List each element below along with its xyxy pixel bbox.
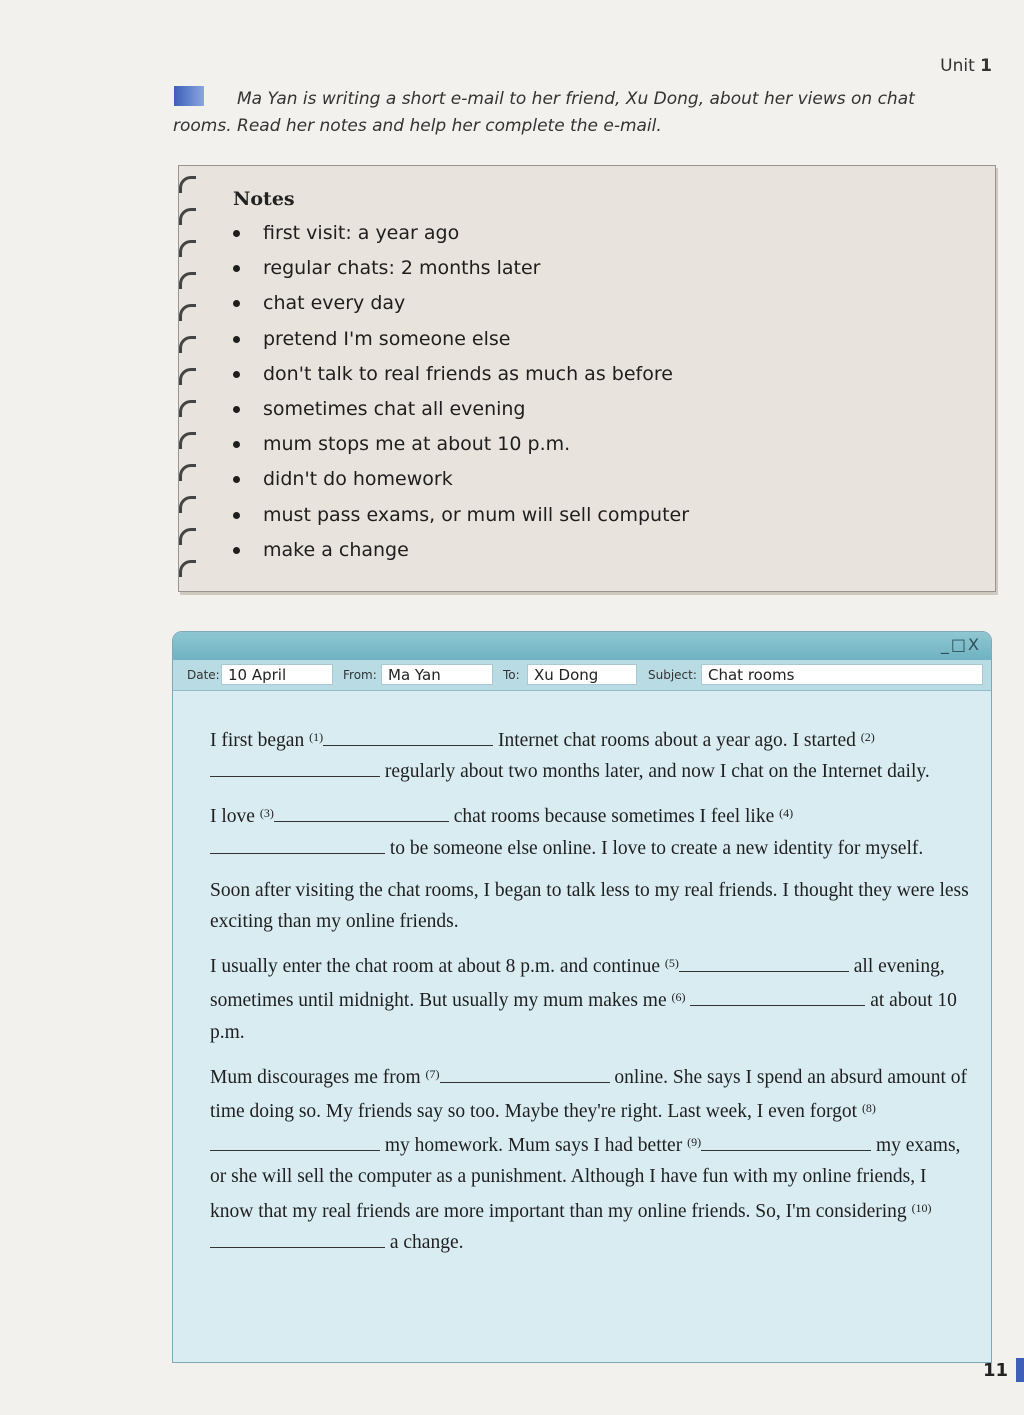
blank-number: (8): [861, 1101, 876, 1116]
instructions: Ma Yan is writing a short e-mail to her friend, Xu Dong, about her views on chat rooms. Read her notes and help her complete the e-mail.: [173, 89, 915, 136]
ring-icon: [179, 496, 196, 513]
ring-icon: [179, 400, 196, 417]
notes-item-text: chat every day: [263, 292, 406, 315]
email-paragraph-4: [210, 948, 970, 1048]
to-field[interactable]: Xu Dong: [527, 664, 637, 685]
unit-label-text: Unit: [940, 56, 975, 76]
subject-field[interactable]: Chat rooms: [701, 664, 983, 685]
email-paragraph-3: Soon after visiting the chat rooms, I began to talk less to my real friends. I thought they were less exciting than my online friends.: [210, 879, 969, 933]
email-body: [210, 722, 970, 1269]
bullet-icon: [233, 547, 240, 554]
text-segment: I first began: [210, 730, 305, 751]
text-segment: at about 10 p.m.: [210, 990, 957, 1043]
bullet-icon: [233, 265, 240, 272]
blank-number: (9): [687, 1135, 702, 1150]
notes-item: [229, 533, 689, 568]
blank-number: (2): [860, 730, 875, 744]
date-field[interactable]: 10 April: [221, 664, 333, 685]
ring-icon: [179, 560, 196, 577]
blank-number: (4): [779, 806, 794, 821]
notes-item-text: didn't do homework: [263, 468, 453, 491]
notes-item-text: sometimes chat all evening: [263, 397, 526, 420]
bullet-icon: [233, 371, 240, 378]
notes-item-text: first visit: a year ago: [263, 222, 460, 244]
bullet-icon: [233, 230, 240, 237]
window-controls-icon[interactable]: _□X: [940, 635, 981, 654]
notes-item-text: must pass exams, or mum will sell computer: [263, 503, 690, 526]
bullet-icon: [233, 476, 240, 483]
notes-paper: [178, 165, 996, 592]
notes-item: [229, 462, 689, 497]
notes-item-text: regular chats: 2 months later: [263, 257, 541, 280]
ring-icon: [179, 432, 196, 449]
bullet-icon: [233, 406, 240, 413]
page-marker-icon: [1016, 1358, 1024, 1382]
subject-label: Subject:: [648, 668, 697, 682]
notes-item-text: make a change: [263, 538, 409, 561]
blank-6[interactable]: [690, 991, 865, 1006]
text-segment: my homework. Mum says I had better: [384, 1135, 683, 1157]
notes-item: [229, 251, 689, 286]
blank-number: (3): [259, 806, 274, 821]
from-label: From:: [343, 668, 377, 682]
from-field[interactable]: Ma Yan: [381, 664, 493, 685]
notes-item: [229, 357, 689, 392]
notes-item-text: mum stops me at about 10 p.m.: [263, 433, 571, 456]
blank-2[interactable]: [210, 762, 380, 777]
blank-7[interactable]: [440, 1068, 610, 1083]
bullet-icon: [233, 300, 240, 307]
unit-label: [940, 56, 992, 76]
date-label: Date:: [187, 668, 220, 682]
ring-icon: [179, 528, 196, 545]
email-paragraph-2: [210, 798, 970, 863]
notes-item: [229, 498, 689, 533]
notes-title: Notes: [233, 188, 295, 210]
email-paragraph-1: [210, 722, 970, 787]
blank-9[interactable]: [701, 1136, 871, 1151]
notes-item: [229, 427, 689, 462]
notes-item: [229, 286, 689, 321]
email-window: [172, 631, 992, 1363]
ring-icon: [179, 368, 196, 385]
blank-1[interactable]: [323, 731, 493, 746]
blank-number: (10): [911, 1200, 932, 1215]
text-segment: to be someone else online. I love to create a new identity for myself.: [389, 837, 924, 859]
to-label: To:: [503, 668, 520, 682]
blank-number: (7): [425, 1066, 440, 1081]
ring-icon: [179, 464, 196, 481]
ring-icon: [179, 176, 196, 193]
blank-8[interactable]: [210, 1136, 380, 1151]
blank-number: (5): [664, 956, 679, 971]
blank-number: (1): [309, 730, 324, 744]
page-number: 11: [982, 1360, 1008, 1381]
unit-number: 1: [980, 56, 992, 76]
ring-icon: [179, 208, 196, 225]
notes-item-text: pretend I'm someone else: [263, 327, 511, 350]
notes-item: [229, 322, 689, 357]
notes-item: [229, 216, 689, 251]
text-segment: Internet chat rooms about a year ago. I started: [497, 730, 856, 751]
blank-number: (6): [671, 990, 686, 1005]
notes-item: [229, 392, 689, 427]
email-paragraph-5: [210, 1059, 970, 1258]
text-segment: I usually enter the chat room at about 8 p.m. and continue: [210, 956, 660, 978]
ring-icon: [179, 304, 196, 321]
notes-list: [229, 216, 689, 568]
text-segment: all evening, sometimes until midnight. But usually my mum makes me: [210, 956, 945, 1012]
ring-icon: [179, 240, 196, 257]
blank-4[interactable]: [210, 839, 385, 854]
text-segment: I love: [210, 806, 255, 828]
blank-5[interactable]: [679, 957, 849, 972]
spiral-rings: [171, 176, 201, 586]
ring-icon: [179, 336, 196, 353]
ring-icon: [179, 272, 196, 289]
blank-3[interactable]: [274, 807, 449, 822]
email-titlebar: [173, 632, 991, 660]
text-segment: my exams, or she will sell the computer as a punishment. Although I have fun with my online friends, I know that my real friends are more important than my online friends. So, I'm considering: [210, 1135, 961, 1222]
bullet-icon: [233, 512, 240, 519]
text-segment: chat rooms because sometimes I feel like: [453, 806, 775, 828]
text-segment: regularly about two months later, and now I chat on the Internet daily.: [384, 761, 930, 783]
text-segment: a change.: [389, 1231, 464, 1253]
blank-10[interactable]: [210, 1233, 385, 1248]
text-segment: Mum discourages me from: [210, 1066, 421, 1088]
email-header: [173, 660, 991, 691]
bullet-icon: [233, 336, 240, 343]
text-segment: online. She says I spend an absurd amount of time doing so. My friends say so too. Maybe they're right. Last week, I even forgot: [210, 1066, 967, 1123]
notes-item-text: don't talk to real friends as much as before: [263, 362, 673, 385]
bullet-icon: [233, 441, 240, 448]
